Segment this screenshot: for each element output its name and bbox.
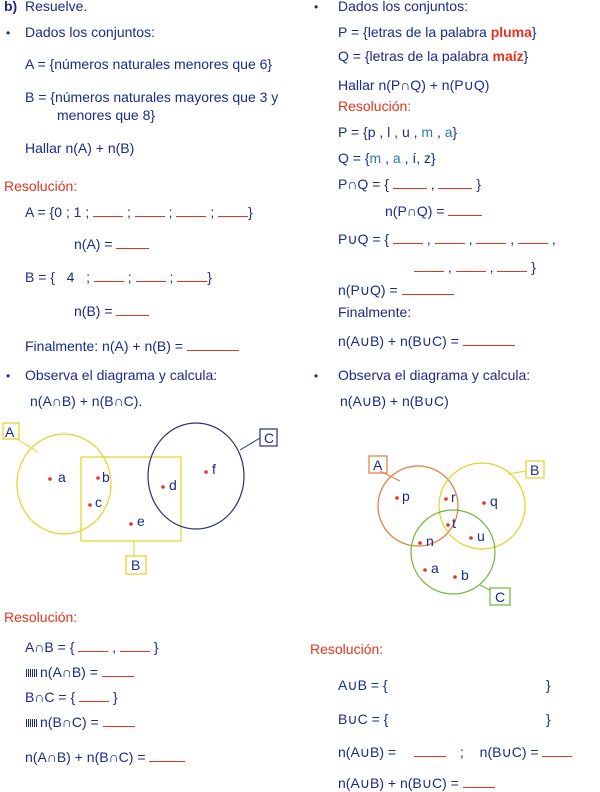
element-label: n — [426, 533, 434, 549]
element-label: p — [402, 488, 410, 504]
set-b-definition-line2: menores que 8} — [57, 107, 156, 123]
answer-blank[interactable] — [78, 639, 108, 652]
point-c — [88, 503, 92, 507]
p-intersect-q-line: P∩Q = { , } — [338, 176, 482, 192]
answer-blank[interactable] — [102, 664, 134, 677]
answer-blank[interactable] — [402, 282, 454, 295]
point-r — [444, 497, 448, 501]
resolucion-heading: Resolución: — [338, 98, 412, 114]
label-c: C — [495, 589, 506, 605]
bullet: • — [314, 0, 319, 14]
bullet: • — [314, 369, 319, 383]
element-label: u — [477, 528, 485, 544]
answer-blank[interactable] — [476, 231, 506, 244]
final-expression-line: n(A∪B) + n(B∪C) = — [338, 775, 495, 791]
arrow-icon — [26, 669, 38, 677]
point-a2 — [423, 568, 427, 572]
exercise-label: b) — [4, 0, 18, 14]
finalmente-text: Finalmente: — [338, 304, 412, 320]
point-t — [446, 523, 450, 527]
element-label: f — [212, 461, 216, 477]
arrow-icon — [26, 719, 38, 727]
element-label: e — [137, 513, 145, 529]
element-label: a — [58, 469, 66, 485]
expression-text: n(A∩B) + n(B∩C). — [30, 393, 143, 409]
set-q-listing: Q = {m , a , í, z} — [338, 150, 436, 166]
b-union-c-line: B∪C = { } — [338, 711, 551, 727]
a-intersect-b-line: A∩B = { , } — [25, 639, 159, 655]
observa-text: Observa el diagrama y calcula: — [25, 367, 218, 383]
answer-blank[interactable] — [497, 259, 527, 272]
n-p-intersect-q-line: n(P∩Q) = — [385, 203, 482, 219]
dados-text: Dados los conjuntos: — [25, 24, 155, 40]
a-union-b-line: A∪B = { } — [338, 677, 551, 693]
n-p-union-q-line: n(P∪Q) = — [338, 282, 454, 298]
set-a-listing: A = {0 ; 1 ; ; ; ; } — [25, 204, 253, 220]
observa-text: Observa el diagrama y calcula: — [338, 367, 531, 383]
set-b-definition-line1: B = {números naturales mayores que 3 y — [25, 89, 279, 105]
finalmente-line: Finalmente: n(A) + n(B) = — [25, 338, 239, 354]
point-b2 — [453, 575, 457, 579]
answer-blank[interactable] — [448, 203, 482, 216]
label-a: A — [5, 424, 15, 440]
label-c-connector — [240, 438, 260, 450]
answer-blank[interactable] — [518, 231, 548, 244]
answer-blank[interactable] — [463, 775, 495, 788]
resolucion-heading: Resolución: — [310, 641, 384, 657]
answer-blank[interactable] — [542, 744, 572, 757]
answer-blank[interactable] — [456, 259, 486, 272]
point-f — [204, 470, 208, 474]
answer-blank[interactable] — [393, 231, 423, 244]
element-label: t — [452, 515, 456, 531]
point-b — [96, 476, 100, 480]
point-p — [395, 496, 399, 500]
n-b-line: n(B) = — [74, 303, 149, 319]
answer-blank[interactable] — [79, 689, 109, 702]
point-e — [129, 522, 133, 526]
element-label: b — [461, 567, 469, 583]
set-b-listing: B = { 4 ; ; ; } — [25, 269, 212, 285]
label-b: B — [530, 462, 540, 478]
final-expression-line: n(A∪B) + n(B∪C) = — [338, 333, 515, 349]
label-a: A — [373, 457, 383, 473]
answer-blank[interactable] — [463, 333, 515, 346]
hallar-text: Hallar n(A) + n(B) — [25, 140, 135, 156]
final-expression-line: n(A∩B) + n(B∩C) = — [25, 749, 185, 765]
set-c-circle — [148, 423, 244, 529]
resolucion-heading: Resolución: — [4, 609, 78, 625]
exercise-title: Resuelve. — [25, 0, 88, 14]
answer-blank[interactable] — [438, 176, 472, 189]
label-b: B — [131, 557, 141, 573]
n-unions-line: n(A∪B) = ; n(B∪C) = — [338, 744, 572, 760]
answer-blank[interactable] — [414, 259, 444, 272]
expression-text: n(A∪B) + n(B∪C) — [340, 393, 449, 409]
set-a-circle — [378, 466, 458, 546]
answer-blank[interactable] — [120, 639, 150, 652]
label-b-connector — [508, 471, 526, 474]
answer-blank[interactable] — [435, 231, 465, 244]
set-a-definition: A = {números naturales menores que 6} — [25, 56, 273, 72]
element-label: q — [490, 493, 498, 509]
p-union-q-line-2: , , } — [414, 259, 536, 275]
hallar-text: Hallar n(P∩Q) + n(P∪Q) — [338, 77, 490, 93]
point-n — [418, 541, 422, 545]
answer-blank[interactable] — [414, 744, 446, 757]
element-label: a — [431, 560, 439, 576]
point-u — [469, 536, 473, 540]
label-c-connector — [480, 585, 490, 590]
n-a-intersect-b-line: n(A∩B) = — [40, 664, 134, 680]
resolucion-heading: Resolución: — [4, 178, 78, 194]
element-label: r — [451, 489, 456, 505]
element-label: d — [169, 477, 177, 493]
n-b-intersect-c-line: n(B∩C) = — [40, 714, 135, 730]
answer-blank[interactable] — [103, 714, 135, 727]
point-d — [161, 485, 165, 489]
point-a — [48, 477, 52, 481]
n-a-line: n(A) = — [74, 236, 149, 252]
bullet: • — [6, 26, 11, 40]
dados-text: Dados los conjuntos: — [338, 0, 468, 14]
element-label: b — [102, 469, 110, 485]
set-p-definition: P = {letras de la palabra pluma} — [338, 24, 537, 40]
answer-blank[interactable] — [393, 176, 427, 189]
point-q — [482, 501, 486, 505]
answer-blank[interactable] — [149, 749, 185, 762]
label-c: C — [264, 430, 275, 446]
set-p-listing: P = {p , l , u , m , a} — [338, 124, 458, 140]
p-union-q-line: P∪Q = { , , , , — [338, 231, 556, 247]
bullet: • — [6, 369, 11, 383]
set-q-definition: Q = {letras de la palabra maíz} — [338, 48, 529, 64]
element-label: c — [95, 494, 102, 510]
b-intersect-c-line: B∩C = { } — [25, 689, 118, 705]
